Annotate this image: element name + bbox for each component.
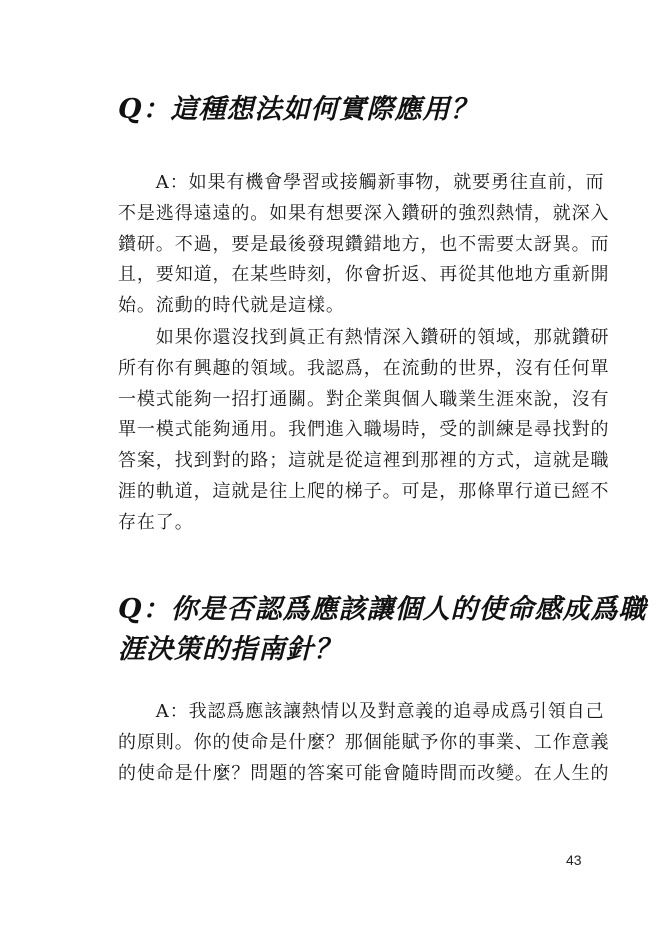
text-line: A：如果有機會學習或接觸新事物，就要勇往直前，而 (118, 172, 605, 193)
question-heading-2 (118, 590, 647, 670)
question-heading-1 (118, 90, 578, 130)
answer-paragraph-3 (118, 697, 610, 789)
question-line: Q：你是否認爲應該讓個人的使命感成爲職 (118, 594, 647, 625)
text-line: 如果你還沒找到眞正有熱情深入鑽研的領域，那就鑽研 (118, 327, 610, 348)
text-line: 且，要知道，在某些時刻，你會折返、再從其他地方重新開 (118, 264, 610, 286)
question-line: Q：這種想法如何實際應用？ (118, 94, 479, 125)
text-line: 涯的軌道，這就是往上爬的梯子。可是，那條單行道已經不 (118, 480, 610, 502)
text-line: 答案，找到對的路；這就是從這裡到那裡的方式，這就是職 (118, 450, 610, 472)
text-line: 不是逃得遠遠的。如果有想要深入鑽研的強烈熱情，就深入 (118, 202, 610, 224)
text-line: 始。流動的時代就是這樣。 (118, 295, 345, 317)
text-line: 一模式能夠一招打通關。對企業與個人職業生涯來說，沒有 (118, 388, 610, 410)
text-line: 所有你有興趣的領域。我認爲，在流動的世界，沒有任何單 (118, 357, 610, 379)
text-line: A：我認爲應該讓熱情以及對意義的追尋成爲引領自己 (118, 701, 605, 722)
text-line: 單一模式能夠通用。我們進入職場時，受的訓練是尋找對的 (118, 419, 610, 441)
page-number: 43 (566, 852, 582, 868)
question-line: 涯決策的指南針？ (118, 634, 342, 665)
text-line: 鑽研。不過，要是最後發現鑽錯地方，也不需要太訝異。而 (118, 233, 610, 255)
text-line: 的原則。你的使命是什麼？那個能賦予你的事業、工作意義 (118, 731, 610, 753)
answer-paragraph-2 (118, 323, 610, 539)
answer-paragraph-1 (118, 168, 610, 322)
text-line: 存在了。 (118, 511, 194, 533)
text-line: 的使命是什麼？問題的答案可能會隨時間而改變。在人生的 (118, 762, 610, 784)
